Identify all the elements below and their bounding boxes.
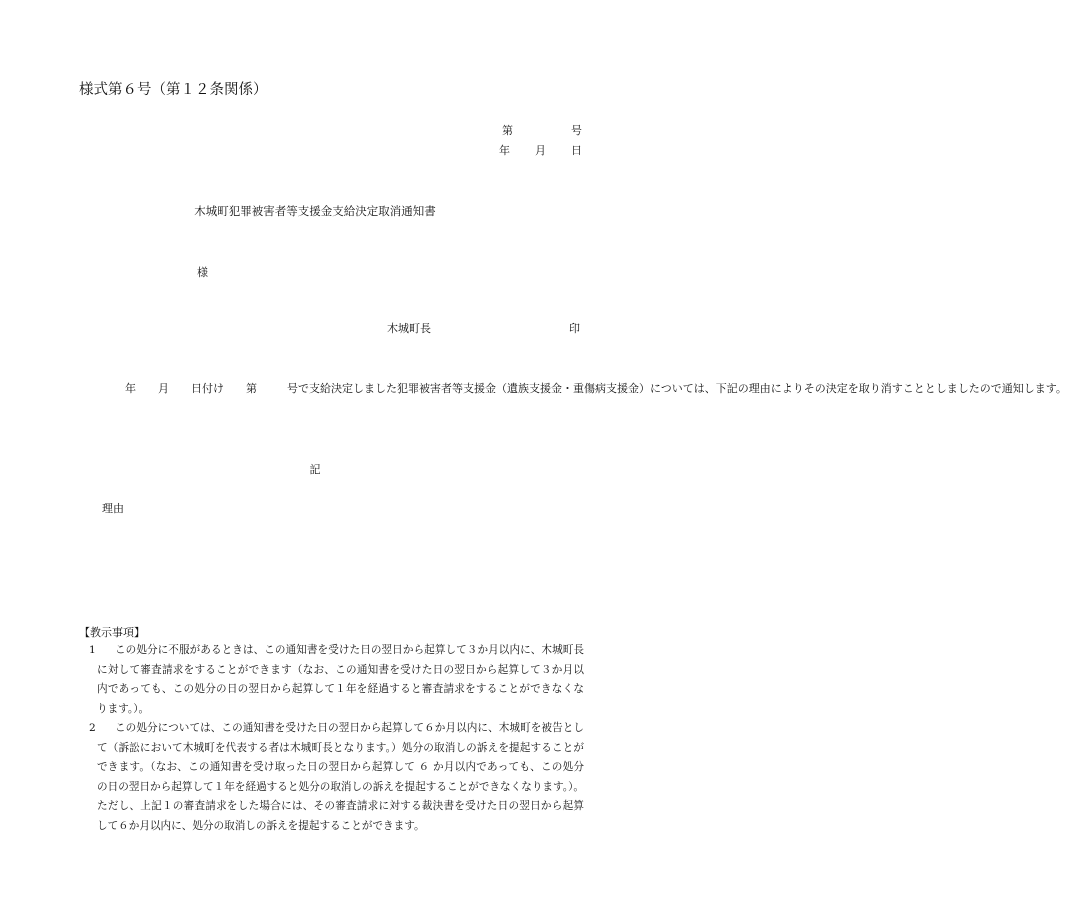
body-year: 年 <box>125 382 136 395</box>
notice-item-number: 2 <box>89 722 96 734</box>
notice-heading: 【教示事項】 <box>79 626 145 639</box>
addressee-suffix: 様 <box>197 266 208 279</box>
number-prefix: 第 <box>502 124 513 137</box>
body-paragraph <box>79 379 1067 399</box>
body-date-suffix: 日付け <box>191 382 224 395</box>
date-line <box>499 142 582 158</box>
number-suffix: 号 <box>571 124 582 137</box>
form-title: 様式第６号（第１２条関係） <box>79 82 268 98</box>
reason-label: 理由 <box>102 502 124 515</box>
notice-item <box>82 719 584 837</box>
document-number-line <box>502 122 582 138</box>
ki-heading: 記 <box>309 463 321 476</box>
issuer-name: 木城町長 <box>387 322 431 335</box>
date-day: 日 <box>571 144 582 157</box>
seal-mark: 印 <box>569 322 580 335</box>
body-month: 月 <box>158 382 169 395</box>
notice-item-text: この処分については、この通知書を受けた日の翌日から起算して６か月以内に、木城町を被告として（訴訟において木城町を代表する者は木城町長となります。）処分の取消しの訴えを提起することができます。（なお、この通知書を受け取った日の翌日から起算して ６ か月以内であっても、この処分の日の翌日から起算して１年を経過すると処分の取消しの訴えを提起することができなくなります。）。ただし、上記１の審査請求をした場合には、その審査請求に対する裁決書を受けた日の翌日から起算して６か月以内に、処分の取消しの訴えを提起することができます。 <box>97 722 584 832</box>
notice-item-number: 1 <box>89 644 96 656</box>
notice-item-text: この処分に不服があるときは、この通知書を受けた日の翌日から起算して３か月以内に、木城町長に対して審査請求をすることができます（なお、この通知書を受けた日の翌日から起算して３か月以内であっても、この処分の日の翌日から起算して１年を経過すると審査請求をすることができなくなります。）。 <box>97 644 584 715</box>
date-month: 月 <box>535 144 546 157</box>
body-text: 号で支給決定しました犯罪被害者等支援金（遺族支援金・重傷病支援金）については、下記の理由によりその決定を取り消すこととしましたので通知します。 <box>287 382 1067 395</box>
body-number-prefix: 第 <box>246 382 257 395</box>
date-year: 年 <box>499 144 510 157</box>
notice-item <box>82 641 584 719</box>
document-title: 木城町犯罪被害者等支援金支給決定取消通知書 <box>194 204 436 218</box>
